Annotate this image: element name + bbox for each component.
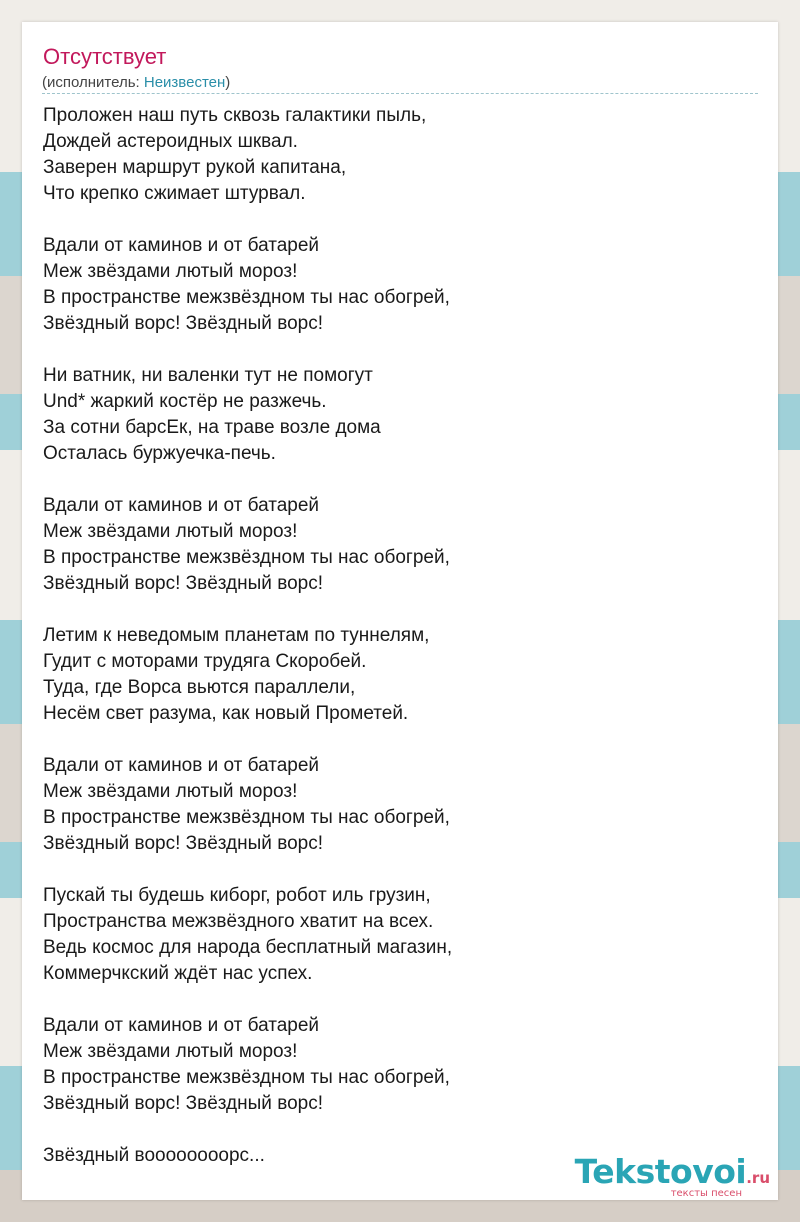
lyrics-stanza	[43, 1013, 743, 1117]
lyrics-line: Меж звёздами лютый мороз!	[43, 1041, 298, 1062]
lyrics-line: Вдали от каминов и от батарей	[43, 495, 320, 516]
lyrics-line: Коммерчкский ждёт нас успех.	[43, 963, 313, 984]
lyrics-line: Дождей астероидных шквал.	[43, 131, 298, 152]
logo-name: Tekstovoi	[574, 1152, 747, 1191]
logo-tld: .ru	[746, 1169, 770, 1187]
lyrics-line: Und* жаркий костёр не разжечь.	[43, 391, 327, 412]
lyrics-stanza	[43, 233, 743, 337]
lyrics-line: Меж звёздами лютый мороз!	[43, 261, 298, 282]
lyrics-stanza	[43, 623, 743, 727]
logo-tagline: тексты песен	[670, 1188, 742, 1199]
lyrics-line: Ведь космос для народа бесплатный магазин,	[43, 937, 453, 958]
lyrics-line: Вдали от каминов и от батарей	[43, 1015, 320, 1036]
title-divider	[42, 93, 758, 94]
lyrics-line: Звёздный воооооооорс...	[43, 1145, 265, 1166]
lyrics-line: Звёздный ворс! Звёздный ворс!	[43, 1093, 323, 1114]
lyrics-stanza	[43, 883, 743, 987]
lyrics-line: В пространстве межзвёздном ты нас обогрей,	[43, 1067, 450, 1088]
lyrics-text	[43, 103, 743, 1195]
lyrics-stanza	[43, 103, 743, 207]
artist-prefix: (исполнитель:	[42, 74, 144, 91]
lyrics-line: Звёздный ворс! Звёздный ворс!	[43, 573, 323, 594]
artist-suffix: )	[225, 74, 231, 91]
lyrics-line: За сотни барсЕк, на траве возле дома	[43, 417, 381, 438]
lyrics-line: Меж звёздами лютый мороз!	[43, 781, 298, 802]
song-title: Отсутствует	[43, 44, 167, 69]
lyrics-line: Пускай ты будешь киборг, робот иль грузин,	[43, 885, 431, 906]
lyrics-line: Ни ватник, ни валенки тут не помогут	[43, 365, 373, 386]
lyrics-line: В пространстве межзвёздном ты нас обогрей,	[43, 547, 450, 568]
lyrics-line: Меж звёздами лютый мороз!	[43, 521, 298, 542]
artist-line	[42, 73, 230, 93]
lyrics-line: Проложен наш путь сквозь галактики пыль,	[43, 105, 427, 126]
lyrics-stanza	[43, 753, 743, 857]
lyrics-line: Что крепко сжимает штурвал.	[43, 183, 306, 204]
site-logo[interactable]	[574, 1152, 770, 1199]
lyrics-line: Вдали от каминов и от батарей	[43, 235, 320, 256]
lyrics-line: Заверен маршрут рукой капитана,	[43, 157, 347, 178]
lyrics-line: Пространства межзвёздного хватит на всех.	[43, 911, 434, 932]
lyrics-line: Летим к неведомым планетам по туннелям,	[43, 625, 430, 646]
lyrics-line: Звёздный ворс! Звёздный ворс!	[43, 313, 323, 334]
lyrics-line: В пространстве межзвёздном ты нас обогрей,	[43, 287, 450, 308]
lyrics-line: Звёздный ворс! Звёздный ворс!	[43, 833, 323, 854]
lyrics-line: Вдали от каминов и от батарей	[43, 755, 320, 776]
lyrics-line: Гудит с моторами трудяга Скоробей.	[43, 651, 367, 672]
lyrics-line: В пространстве межзвёздном ты нас обогрей,	[43, 807, 450, 828]
lyrics-line: Несём свет разума, как новый Прометей.	[43, 703, 409, 724]
lyrics-stanza	[43, 363, 743, 467]
lyrics-line: Туда, где Ворса вьются параллели,	[43, 677, 356, 698]
lyrics-card	[22, 22, 778, 1200]
artist-link[interactable]: Неизвестен	[143, 74, 226, 91]
lyrics-stanza	[43, 493, 743, 597]
lyrics-line: Осталась буржуечка-печь.	[43, 443, 276, 464]
